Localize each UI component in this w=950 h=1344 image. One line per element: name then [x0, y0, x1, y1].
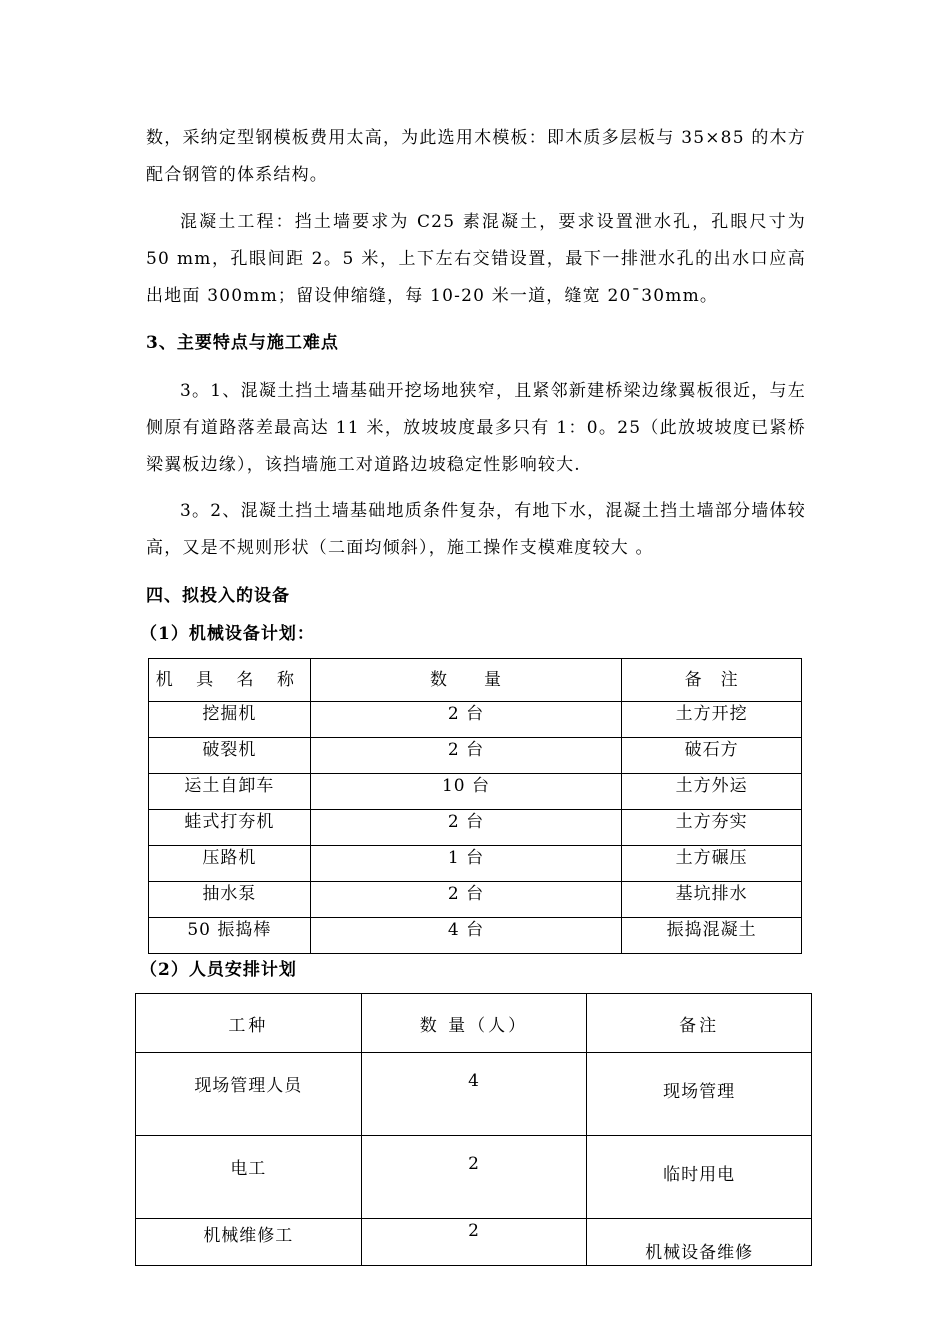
- table-cell: 2 台: [310, 810, 622, 846]
- table-cell: 破裂机: [149, 738, 311, 774]
- table-cell: 基坑排水: [622, 882, 802, 918]
- table-cell: 50 振捣棒: [149, 918, 311, 954]
- table-header-cell: 数 量（人）: [361, 994, 587, 1053]
- table-cell: 土方外运: [622, 774, 802, 810]
- table-row: [149, 846, 802, 882]
- paragraph-concrete: 混凝土工程：挡土墙要求为 C25 素混凝土，要求设置泄水孔，孔眼尺寸为 50 mm，孔眼间距 2。5 米，上下左右交错设置，最下一排泄水孔的出水口应高出地面 300mm；留设伸缩缝，每 10-20 米一道，缝宽 20¯30mm。: [146, 212, 806, 306]
- table-cell: 机械设备维修: [587, 1219, 812, 1266]
- table-cell: 土方夯实: [622, 810, 802, 846]
- table-cell: 2 台: [310, 882, 622, 918]
- table-cell: 4 台: [310, 918, 622, 954]
- section-heading-equipment: 四、拟投入的设备: [146, 586, 290, 606]
- table-cell: 蛙式打夯机: [149, 810, 311, 846]
- table-cell: 机械维修工: [136, 1219, 362, 1266]
- table-header-cell: 工种: [136, 994, 362, 1053]
- equipment-table: [148, 658, 802, 954]
- table-header-row: [149, 659, 802, 702]
- table-row: [149, 882, 802, 918]
- table-cell: 4: [361, 1053, 587, 1136]
- table-cell: 挖掘机: [149, 702, 311, 738]
- table-cell: 2 台: [310, 738, 622, 774]
- subheading-personnel-plan: （2）人员安排计划: [140, 960, 297, 980]
- section-heading-features: 3、主要特点与施工难点: [146, 333, 339, 353]
- table-cell: 现场管理: [587, 1053, 812, 1136]
- table-row: [149, 738, 802, 774]
- paragraph-difficulty-2: 3。2、混凝土挡土墙基础地质条件复杂，有地下水，混凝土挡土墙部分墙体较高，又是不规则形状（二面均倾斜），施工操作支模难度较大 。: [146, 501, 806, 558]
- table-cell: 抽水泵: [149, 882, 311, 918]
- subheading-machinery-plan: （1）机械设备计划：: [140, 624, 315, 644]
- paragraph-difficulty-1: 3。1、混凝土挡土墙基础开挖场地狭窄，且紧邻新建桥梁边缘翼板很近，与左侧原有道路落差最高达 11 米，放坡坡度最多只有 1：0。25（此放坡坡度已紧桥梁翼板边缘），该挡墙施工对道路边坡稳定性影响较大.: [146, 381, 806, 475]
- table-cell: 运土自卸车: [149, 774, 311, 810]
- table-header-cell: 备注: [587, 994, 812, 1053]
- table-header-cell: 机 具 名 称: [149, 659, 311, 702]
- table-row: [136, 1219, 812, 1266]
- table-cell: 10 台: [310, 774, 622, 810]
- table-header-row: [136, 994, 812, 1053]
- table-cell: 土方开挖: [622, 702, 802, 738]
- table-cell: 2: [361, 1219, 587, 1266]
- table-row: [149, 918, 802, 954]
- table-cell: 振捣混凝土: [622, 918, 802, 954]
- table-cell: 1 台: [310, 846, 622, 882]
- table-row: [136, 1053, 812, 1136]
- table-cell: 土方碾压: [622, 846, 802, 882]
- table-row: [149, 774, 802, 810]
- table-header-cell: 数 量: [310, 659, 622, 702]
- table-row: [149, 810, 802, 846]
- table-cell: 2: [361, 1136, 587, 1219]
- table-cell: 压路机: [149, 846, 311, 882]
- personnel-table: [135, 993, 812, 1266]
- table-cell: 临时用电: [587, 1136, 812, 1219]
- table-row: [136, 1136, 812, 1219]
- table-header-cell: 备 注: [622, 659, 802, 702]
- table-cell: 电工: [136, 1136, 362, 1219]
- table-cell: 破石方: [622, 738, 802, 774]
- table-cell: 2 台: [310, 702, 622, 738]
- paragraph-formwork: 数，采纳定型钢模板费用太高，为此选用木模板：即木质多层板与 35×85 的木方配合钢管的体系结构。: [146, 128, 806, 185]
- table-row: [149, 702, 802, 738]
- table-cell: 现场管理人员: [136, 1053, 362, 1136]
